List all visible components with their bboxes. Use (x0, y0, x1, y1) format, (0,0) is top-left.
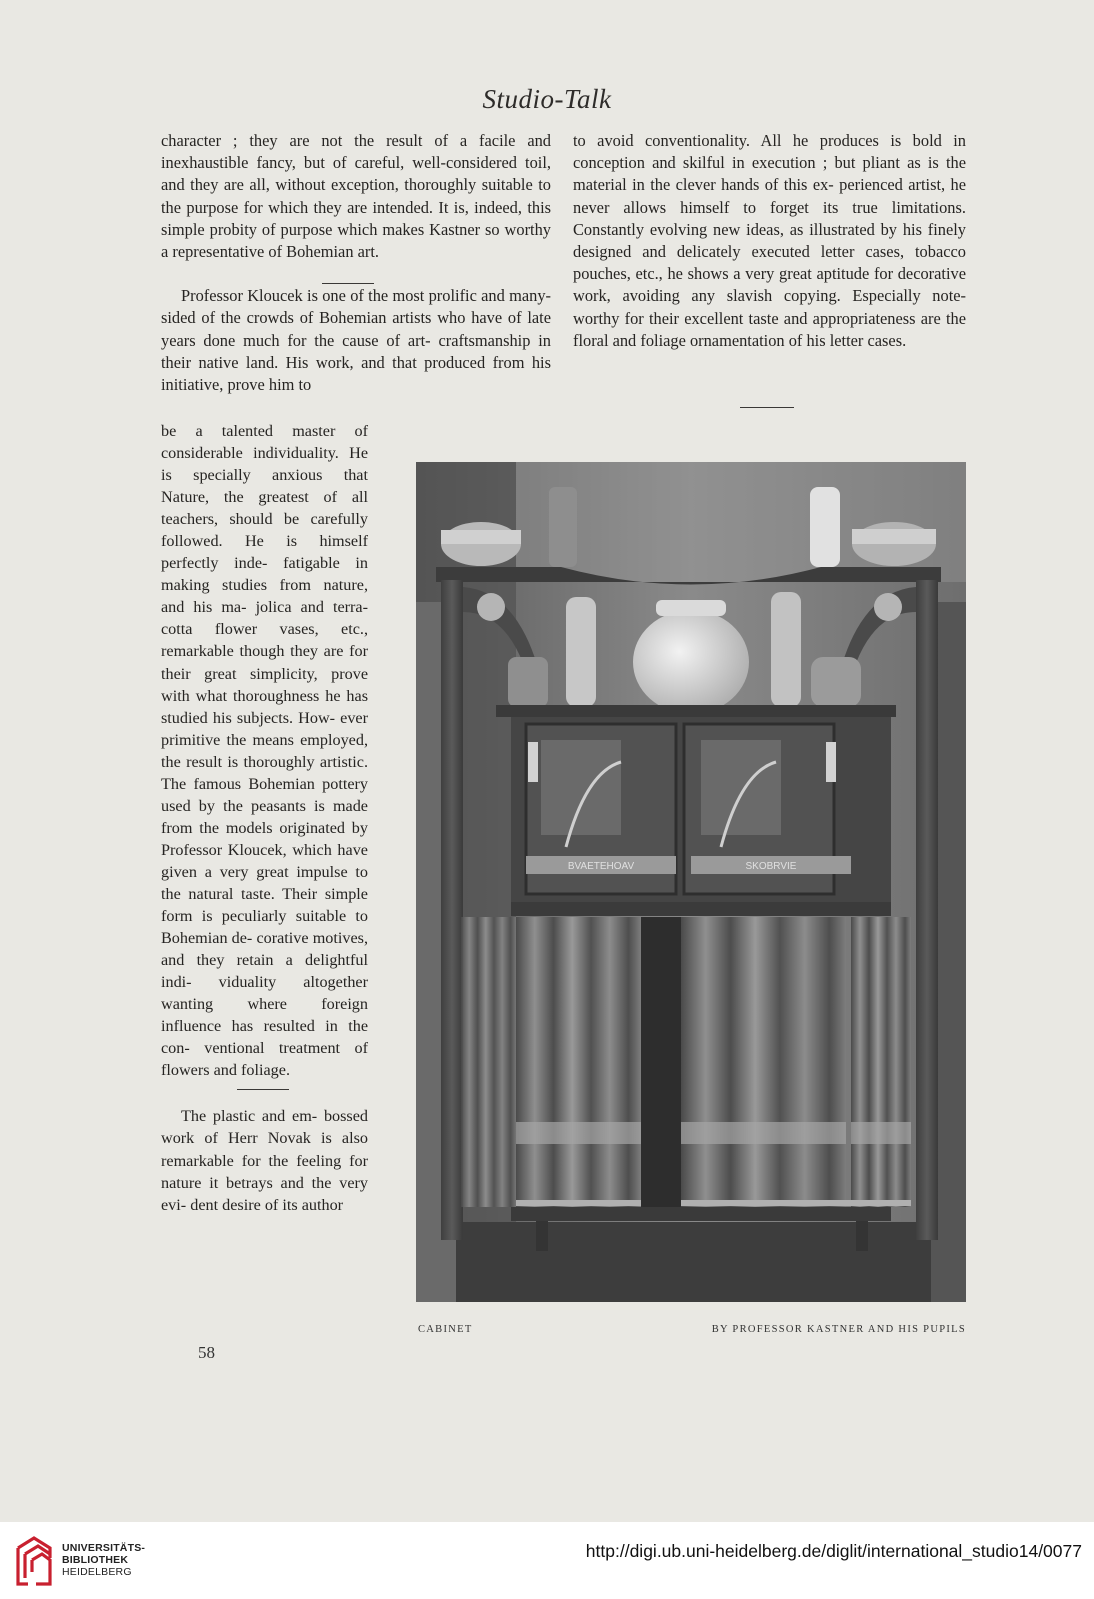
section-divider (322, 283, 374, 284)
plate-caption-right: BY PROFESSOR KASTNER AND HIS PUPILS (711, 1324, 966, 1335)
plate-caption-left: CABINET (418, 1324, 473, 1335)
digitization-footer (0, 1522, 1094, 1599)
running-title: Studio-Talk (482, 84, 612, 114)
door-lettering-left: BVAETEHOAV (567, 861, 635, 872)
paragraph-kloucek: Professor Kloucek is one of the most prolific and many-sided of the crowds of Bohemian artists who have of late years done much for the cause of art- craftsmanship in their native land. His work, and that produced from his initiative, prove him to (161, 286, 551, 395)
source-url-link[interactable]: http://digi.ub.uni-heidelberg.de/diglit/international_studio14/0077 (585, 1541, 1082, 1561)
paragraph-kastner-conclusion: character ; they are not the result of a facile and inexhaustible fancy, but of careful, well-considered toil, and they are all, without exception, thoroughly suitable to the purpose for which they are intended. It is, indeed, this simple probity of purpose which makes Kastner so worthy a representative of Bohemian art. (161, 131, 552, 262)
left-column (161, 130, 551, 396)
section-divider (237, 1089, 289, 1090)
section-divider (740, 407, 794, 408)
cabinet-photograph (416, 462, 966, 1302)
paragraph-kloucek-continued: be a talented master of considerable individuality. He is specially anxious that Nature, the greatest of all teachers, should be carefully followed. He is himself perfectly inde- fatigable in making studies from nature, and his ma- jolica and terra-cotta flower vases, etc., remarkable though they are for their great simplicity, prove with what thoroughness he has studied his subjects. How- ever primitive the means employed, the result is thoroughly artistic. The famous Bohemian pottery used by the peasants is made from the models originated by Professor Kloucek, which have given a very great impulse to the natural taste. Their simple form is peculiarly suitable to Bohemian de- corative motives, and they retain a delightful indi- viduality altogether wanting where foreign influence has resulted in the con- ventional treatment of flowers and foliage. (161, 422, 369, 1080)
paragraph-novak-continued: to avoid conventionality. All he produces is bold in conception and skilful in execution ; but pliant as is the material in the clever hands of this ex- perienced artist, he never allows himself to forget its true limitations. Constantly evolving new ideas, as illustrated by his finely designed and delicately executed letter cases, tobacco pouches, etc., he shows a very great aptitude for decorative work, avoiding any slavish copying. Especially note- worthy for their excellent taste and appropriateness are the floral and foliage ornamentation of his letter cases. (573, 131, 966, 350)
right-column (573, 130, 966, 352)
narrow-column (161, 420, 368, 1216)
library-name: UNIVERSITÄTS- BIBLIOTHEK HEIDELBERG (62, 1542, 146, 1578)
page-number: 58 (198, 1343, 215, 1362)
door-lettering-right: SKOBRVIE (745, 861, 797, 872)
paragraph-novak: The plastic and em- bossed work of Herr Novak is also remarkable for the feeling for nature it betrays and the very evi- dent desire of its author (161, 1107, 369, 1214)
university-library-logo-icon (14, 1534, 58, 1588)
